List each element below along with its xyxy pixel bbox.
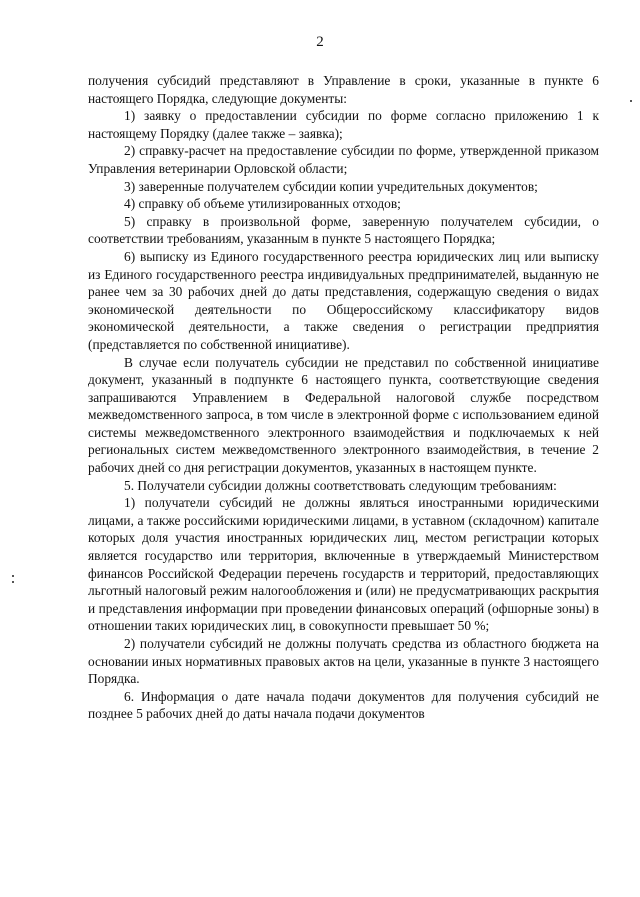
list-item-4: 4) справку об объеме утилизированных отходов; [124, 196, 401, 212]
list-item-1: 1) заявку о предоставлении субсидии по форме согласно приложению 1 к настоящему Порядку (далее также – заявка); [88, 108, 599, 141]
requirement-2: 2) получатели субсидий не должны получать средства из областного бюджета на основании иных нормативных правовых актов на цели, указанные в пункте 3 настоящего Порядка. [88, 636, 599, 687]
document-body [88, 72, 599, 723]
list-item-5: 5) справку в произвольной форме, заверенную получателем субсидии, о соответствии требованиям, указанным в пункте 5 настоящего Порядка; [88, 213, 599, 247]
scan-speck [12, 581, 14, 583]
requirement-1: 1) получатели субсидий не должны являться иностранными юридическими лицами, а также российскими юридическими лицами, в уставном (складочном) капитале которых доля участия иностранных юридических лиц, местом регистрации которых является государство или территория, включенные в утверждаемый Министерством финансов Российской Федерации перечень государств и территорий, предоставляющих льготный налоговый режим налогообложения и (или) не предусматривающих раскрытия и представления информации при проведении финансовых операций (офшорные зоны) в отношении таких юридических лиц, в совокупности превышает 50 %; [88, 495, 599, 634]
scan-speck [630, 100, 632, 102]
list-item-6: 6) выписку из Единого государственного реестра юридических лиц или выписку из Единого государственного реестра индивидуальных предпринимателей, выданную не ранее чем за 30 рабочих дней до даты представления, содержащую сведения о видах экономической деятельности по Общероссийскому классификатору видов экономической деятельности, а также сведения о регистрации предприятия (представляется по собственной инициативе). [88, 248, 599, 352]
list-item-3: 3) заверенные получателем субсидии копии учредительных документов; [124, 178, 538, 194]
list-item-2: 2) справку-расчет на предоставление субсидии по форме, утвержденной приказом Управления ветеринарии Орловской области; [88, 143, 599, 176]
paragraph-interagency-request: В случае если получатель субсидии не представил по собственной инициативе документ, указанный в подпункте 6 настоящего пункта, соответствующие сведения запрашиваются Управлением в Федеральной налоговой службе посредством межведомственного запроса, в том числе в электронной форме с использованием единой системы межведомственного электронного взаимодействия и подключаемых к ней региональных систем межведомственного электронного взаимодействия, в течение 2 рабочих дней со дня регистрации документов, указанных в настоящем пункте. [88, 354, 599, 476]
paragraph-intro: получения субсидий представляют в Управление в сроки, указанные в пункте 6 настоящего Порядка, следующие документы: [88, 73, 599, 106]
scan-speck [12, 575, 14, 577]
section-6-paragraph: 6. Информация о дате начала подачи документов для получения субсидий не позднее 5 рабочих дней до даты начала подачи документов [88, 688, 599, 722]
page-number: 2 [316, 34, 324, 50]
section-5-heading: 5. Получатели субсидии должны соответствовать следующим требованиям: [124, 477, 557, 493]
